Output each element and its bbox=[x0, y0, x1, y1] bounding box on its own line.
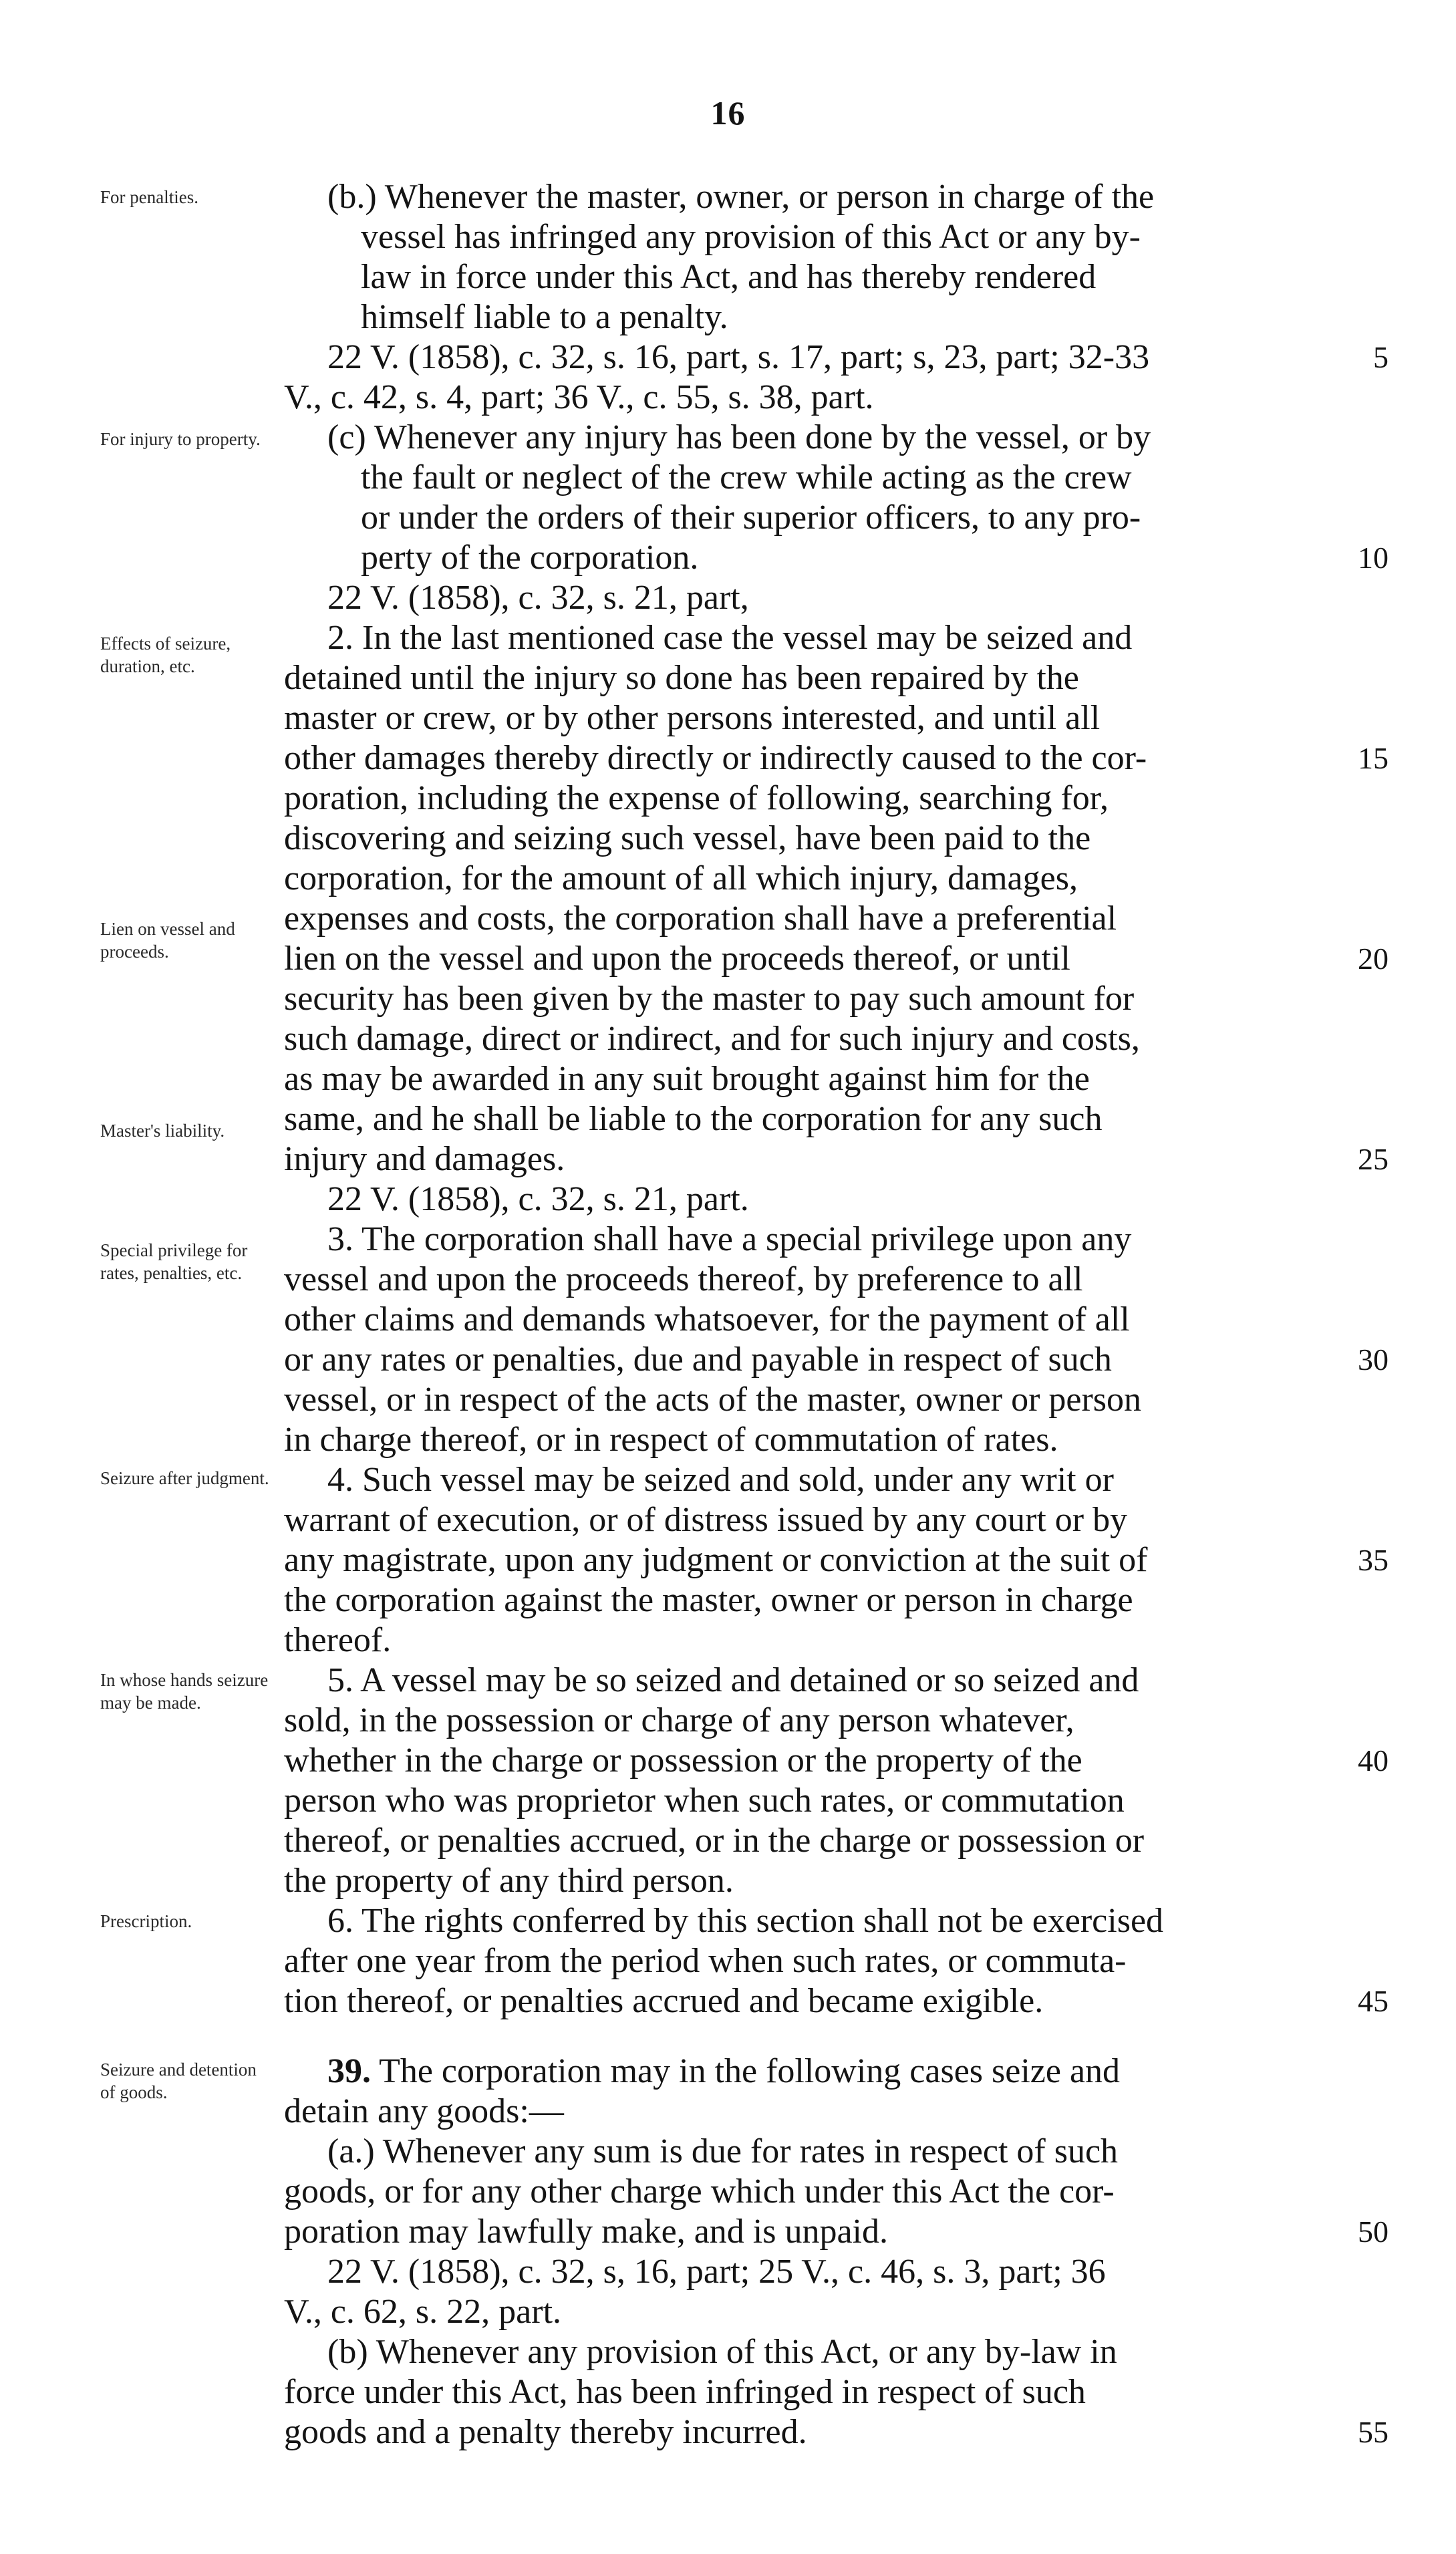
text-line: vessel has infringed any provision of this Act or any by- bbox=[361, 218, 1141, 256]
text-line: detained until the injury so done has been repaired by the bbox=[284, 659, 1079, 697]
text-line: himself liable to a penalty. bbox=[361, 298, 728, 336]
text-line: such damage, direct or indirect, and for such injury and costs, bbox=[284, 1020, 1140, 1058]
section-text: The corporation may in the following cases seize and bbox=[379, 2052, 1121, 2090]
line-number: 45 bbox=[1358, 1984, 1389, 2018]
text-line: (a.) Whenever any sum is due for rates in respect of such bbox=[327, 2132, 1119, 2170]
side-note-special-privilege: Special privilege for rates, penalties, etc. bbox=[100, 1240, 248, 1283]
side-note-effects: Effects of seizure, duration, etc. bbox=[100, 633, 231, 676]
text-line: thereof. bbox=[284, 1621, 392, 1659]
text-line: discovering and seizing such vessel, have been paid to the bbox=[284, 819, 1091, 857]
line-number: 15 bbox=[1358, 741, 1389, 775]
side-note-seizure-judgment: Seizure after judgment. bbox=[100, 1468, 269, 1488]
text-line: other damages thereby directly or indirectly caused to the cor- bbox=[284, 739, 1147, 777]
text-line: 2. In the last mentioned case the vessel may be seized and bbox=[327, 619, 1133, 657]
text-line: the fault or neglect of the crew while acting as the crew bbox=[361, 458, 1132, 496]
text-line: injury and damages. bbox=[284, 1140, 565, 1178]
page-number: 16 bbox=[710, 94, 746, 132]
text-line: in charge thereof, or in respect of commutation of rates. bbox=[284, 1421, 1058, 1459]
text-line: tion thereof, or penalties accrued and became exigible. bbox=[284, 1982, 1044, 2020]
text-line: lien on the vessel and upon the proceeds thereof, or until bbox=[284, 940, 1070, 978]
text-line: or under the orders of their superior officers, to any pro- bbox=[361, 499, 1141, 537]
text-line: 22 V. (1858), c. 32, s, 16, part; 25 V., c. 46, s. 3, part; 36 bbox=[327, 2253, 1106, 2291]
text-line: (b) Whenever any provision of this Act, or any by-law in bbox=[327, 2333, 1117, 2371]
text-line: goods, or for any other charge which under this Act the cor- bbox=[284, 2172, 1115, 2211]
section-number: 39. bbox=[327, 2052, 371, 2090]
text-line: or any rates or penalties, due and payable in respect of such bbox=[284, 1340, 1112, 1379]
side-note-whose-hands: In whose hands seizure may be made. bbox=[100, 1670, 269, 1713]
text-line: after one year from the period when such rates, or commuta- bbox=[284, 1942, 1127, 1980]
text-line: 6. The rights conferred by this section shall not be exercised bbox=[327, 1902, 1164, 1940]
text-line: poration, including the expense of following, searching for, bbox=[284, 779, 1109, 817]
line-number: 20 bbox=[1358, 942, 1389, 976]
text-line: vessel, or in respect of the acts of the master, owner or person bbox=[284, 1381, 1142, 1419]
text-line: 22 V. (1858), c. 32, s. 21, part, bbox=[327, 579, 749, 617]
text-line: expenses and costs, the corporation shall have a preferential bbox=[284, 899, 1117, 938]
text-line: person who was proprietor when such rates, or commutation bbox=[284, 1782, 1125, 1820]
text-line: the property of any third person. bbox=[284, 1862, 734, 1900]
text-line: (b.) Whenever the master, owner, or person in charge of the bbox=[327, 178, 1155, 216]
line-number: 50 bbox=[1358, 2215, 1389, 2249]
line-number: 55 bbox=[1358, 2415, 1389, 2449]
side-note-seizure-goods: Seizure and detention of goods. bbox=[100, 2060, 257, 2102]
text-line: perty of the corporation. bbox=[361, 539, 699, 577]
line-number: 5 bbox=[1373, 340, 1389, 374]
line-number: 25 bbox=[1358, 1142, 1389, 1176]
text-line: 5. A vessel may be so seized and detained or so seized and bbox=[327, 1661, 1139, 1699]
text-line: any magistrate, upon any judgment or conviction at the suit of bbox=[284, 1541, 1148, 1579]
text-line: 3. The corporation shall have a special privilege upon any bbox=[327, 1220, 1132, 1258]
text-line: whether in the charge or possession or the property of the bbox=[284, 1741, 1082, 1780]
text-line: V., c. 42, s. 4, part; 36 V., c. 55, s. 38, part. bbox=[284, 378, 874, 416]
text-line: master or crew, or by other persons interested, and until all bbox=[284, 699, 1101, 737]
text-line: vessel and upon the proceeds thereof, by preference to all bbox=[284, 1260, 1083, 1298]
text-line: security has been given by the master to pay such amount for bbox=[284, 980, 1135, 1018]
text-line: the corporation against the master, owner or person in charge bbox=[284, 1581, 1133, 1619]
side-note-injury: For injury to property. bbox=[100, 429, 261, 449]
line-number: 30 bbox=[1358, 1342, 1389, 1377]
text-line: (c) Whenever any injury has been done by the vessel, or by bbox=[327, 418, 1151, 456]
text-line: V., c. 62, s. 22, part. bbox=[284, 2293, 562, 2331]
text-line: thereof, or penalties accrued, or in the charge or possession or bbox=[284, 1822, 1145, 1860]
side-note-master-liability: Master's liability. bbox=[100, 1121, 225, 1141]
section-39-line bbox=[0, 2051, 1456, 2092]
text-line: sold, in the possession or charge of any person whatever, bbox=[284, 1701, 1074, 1739]
text-line: warrant of execution, or of distress issued by any court or by bbox=[284, 1501, 1128, 1539]
line-number: 35 bbox=[1358, 1543, 1389, 1577]
side-note-prescription: Prescription. bbox=[100, 1911, 192, 1931]
side-note-lien: Lien on vessel and proceeds. bbox=[100, 919, 235, 962]
text-line: 22 V. (1858), c. 32, s. 16, part, s. 17, part; s, 23, part; 32-33 bbox=[327, 338, 1150, 376]
text-line: other claims and demands whatsoever, for the payment of all bbox=[284, 1300, 1130, 1338]
text-line: 4. Such vessel may be seized and sold, under any writ or bbox=[327, 1461, 1114, 1499]
side-note-penalties: For penalties. bbox=[100, 187, 198, 207]
text-line: same, and he shall be liable to the corporation for any such bbox=[284, 1100, 1103, 1138]
text-line: corporation, for the amount of all which injury, damages, bbox=[284, 859, 1078, 897]
text-line: detain any goods:— bbox=[284, 2092, 564, 2130]
text-line: goods and a penalty thereby incurred. bbox=[284, 2413, 807, 2451]
text-line: as may be awarded in any suit brought against him for the bbox=[284, 1060, 1090, 1098]
text-line: poration may lawfully make, and is unpaid. bbox=[284, 2213, 889, 2251]
text-line: law in force under this Act, and has thereby rendered bbox=[361, 258, 1097, 296]
text-line: force under this Act, has been infringed in respect of such bbox=[284, 2373, 1086, 2411]
line-number: 10 bbox=[1358, 541, 1389, 575]
text-line: 22 V. (1858), c. 32, s. 21, part. bbox=[327, 1180, 749, 1218]
line-number: 40 bbox=[1358, 1743, 1389, 1778]
